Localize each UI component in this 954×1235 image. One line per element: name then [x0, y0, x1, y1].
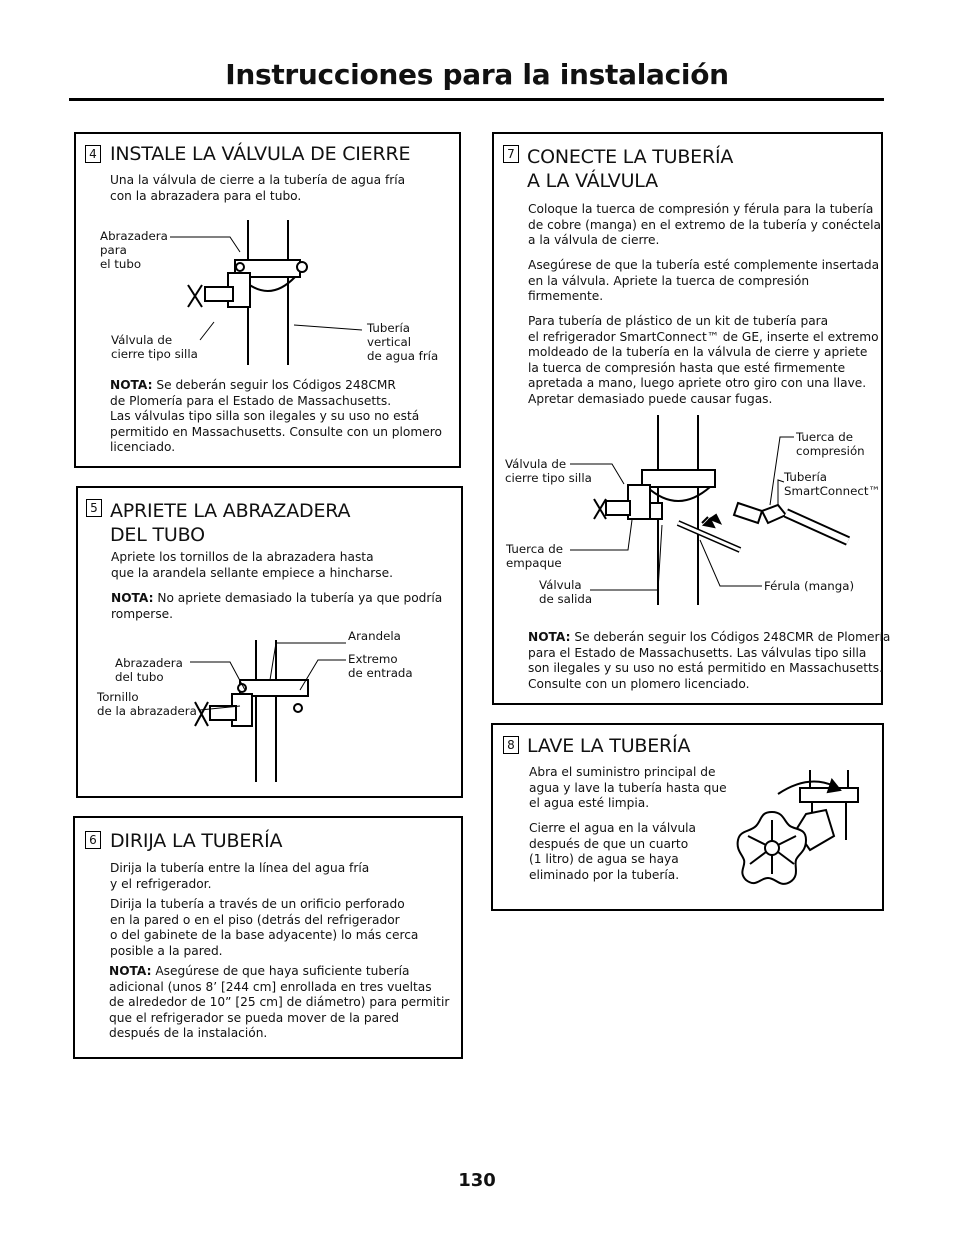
- label-tube-clamp: Abrazadera del tubo: [115, 656, 183, 684]
- step-8-paragraph-1: Abra el suministro principal de agua y lave la tubería hasta que el agua esté limpia.: [529, 765, 727, 811]
- step-6-note: NOTA: Asegúrese de que haya suficiente tubería adicional (unos 8’ [244 cm] enrollada en tres vueltas de alrededor de 10” [25 cm] de diámetro) para permitir que el refrigerador se pueda mover de la pared después de la instalación.: [109, 964, 450, 1041]
- step-4-number: 4: [85, 145, 101, 163]
- water-valve-handle-illustration: [738, 770, 868, 890]
- step-5-note: NOTA: No apriete demasiado la tubería ya que podría romperse.: [111, 591, 443, 621]
- step-7-note: NOTA: Se deberán seguir los Códigos 248CMR de Plomería para el Estado de Massachusetts. Las válvulas tipo silla son ilegales y su uso no está permitido en Massachusetts. Consulte con un plomero licenciado.: [528, 630, 891, 691]
- label-ferrule: Férula (manga): [764, 579, 855, 593]
- step-7-paragraph-3: Para tubería de plástico de un kit de tubería para el refrigerador SmartConnect™ de GE, inserte el extremo moldeado de la tubería en la válvula de cierre y apriete la tuerca de compresión hasta que esté firmemente apretada a mano, luego apriete otro giro con una llave. Apretar demasiado puede causar fugas.: [528, 314, 879, 406]
- step-8-heading: LAVE LA TUBERÍA: [527, 735, 691, 757]
- step-5-number: 5: [86, 499, 102, 517]
- page-number: 130: [458, 1170, 496, 1191]
- label-smartconnect-tube: Tubería SmartConnect™: [784, 470, 881, 498]
- step-7-heading: CONECTE LA TUBERÍA A LA VÁLVULA: [527, 146, 734, 192]
- label-clamp-screw: Tornillo de la abrazadera: [97, 690, 197, 718]
- label-compression-nut: Tuerca de compresión: [796, 430, 865, 458]
- step-7-paragraph-1: Coloque la tuerca de compresión y férula para la tubería de cobre (manga) en el extremo de la tubería y conéctela a la válvula de cierre.: [528, 202, 881, 248]
- label-outlet-valve: Válvula de salida: [539, 578, 593, 606]
- page-title: Instrucciones para la instalación: [225, 58, 729, 91]
- step-6-number: 6: [85, 831, 101, 849]
- label-inlet-end: Extremo de entrada: [348, 652, 413, 680]
- label-washer: Arandela: [348, 629, 401, 643]
- step-7-number: 7: [503, 145, 519, 163]
- step-7-paragraph-2: Asegúrese de que la tubería esté complemente insertada en la válvula. Apriete la tuerca de compresión firmemente.: [528, 258, 880, 304]
- label-packing-nut: Tuerca de empaque: [506, 542, 563, 570]
- label-pipe-clamp: Abrazadera para el tubo: [100, 229, 168, 271]
- step-8-number: 8: [503, 736, 519, 754]
- step-6-paragraph-2: Dirija la tubería a través de un orificio perforado en la pared o en el piso (detrás del refrigerador o del gabinete de la base adyacente) lo más cerca posible a la pared.: [110, 897, 419, 958]
- step-4-heading: INSTALE LA VÁLVULA DE CIERRE: [110, 143, 411, 165]
- label-saddle-valve: Válvula de cierre tipo silla: [111, 333, 198, 361]
- step-4-intro: Una la válvula de cierre a la tubería de agua fría con la abrazadera para el tubo.: [110, 173, 406, 203]
- step-6-paragraph-1: Dirija la tubería entre la línea del agua fría y el refrigerador.: [110, 861, 370, 891]
- step-5-intro: Apriete los tornillos de la abrazadera hasta que la arandela sellante empiece a hincharse.: [111, 550, 394, 580]
- step-5-heading: APRIETE LA ABRAZADERA DEL TUBO: [110, 500, 351, 546]
- step-8-paragraph-2: Cierre el agua en la válvula después de que un cuarto (1 litro) de agua se haya eliminado por la tubería.: [529, 821, 697, 882]
- label-saddle-valve-7: Válvula de cierre tipo silla: [505, 457, 592, 485]
- label-vertical-pipe: Tubería vertical de agua fría: [367, 321, 439, 363]
- step-6-heading: DIRIJA LA TUBERÍA: [110, 830, 283, 852]
- step-4-note: NOTA: Se deberán seguir los Códigos 248CMR de Plomería para el Estado de Massachusetts. Las válvulas tipo silla son ilegales y su uso no está permitido en Massachusetts. Consulte con un plomero licenciado.: [110, 378, 442, 455]
